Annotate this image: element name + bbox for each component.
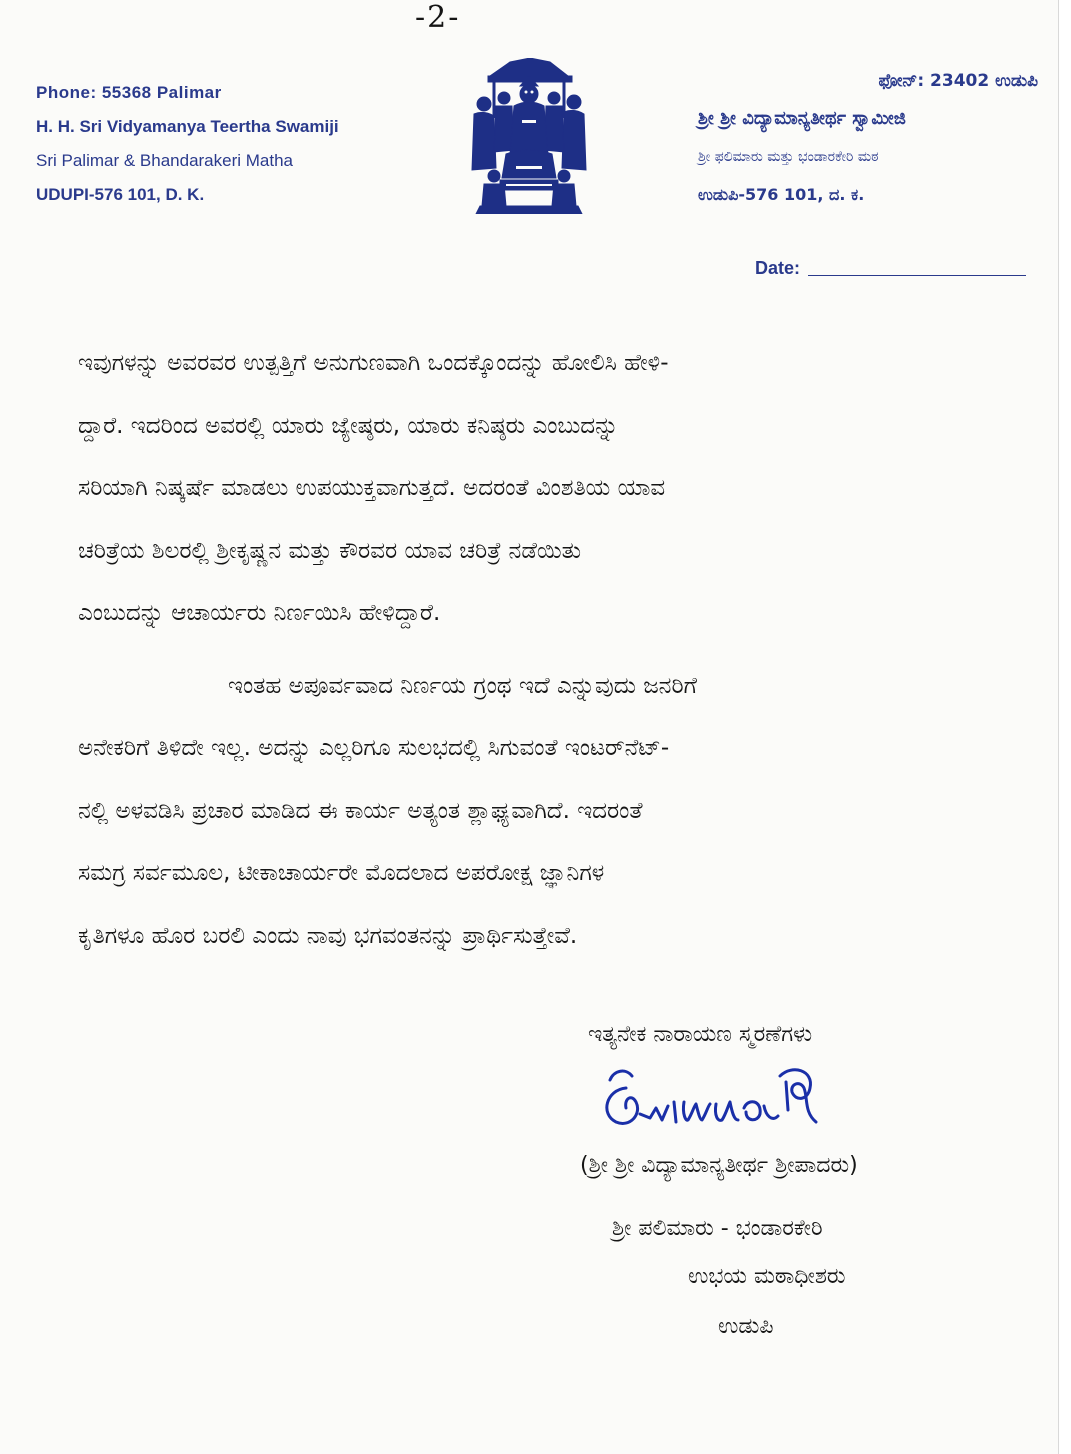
body-line: ಅನೇಕರಿಗೆ ತಿಳಿದೇ ಇಲ್ಲ. ಅದನ್ನು ಎಲ್ಲರಿಗೂ ಸುಲಭದಲ್ಲಿ ಸಿಗುವಂತೆ ಇಂಟರ್‌ನೆಟ್- <box>78 735 670 761</box>
closing-place: ಉಡುಪಿ <box>718 1314 774 1339</box>
body-line: ಚರಿತ್ರೆಯ ಶಿಲರಲ್ಲಿ ಶ್ರೀಕೃಷ್ಣನ ಮತ್ತು ಕೌರವರ ಯಾವ ಚರಿತ್ರೆ ನಡೆಯಿತು <box>78 537 582 564</box>
closing-blessing: ಇತ್ಯನೇಕ ನಾರಾಯಣ ಸ್ಮರಣೆಗಳು <box>588 1022 813 1047</box>
page-edge <box>1058 0 1071 1454</box>
letterhead-name-kn: ಶ್ರೀ ಶ್ರೀ ವಿದ್ಯಾಮಾನ್ಯತೀರ್ಥ ಸ್ವಾಮೀಜಿ <box>698 108 906 129</box>
letterhead-phone-kn: ಫೋನ್: 23402 ಉಡುಪಿ <box>878 71 1038 91</box>
date-line <box>808 275 1026 276</box>
date-label: Date: <box>755 258 801 278</box>
body-line: ಕೃತಿಗಳೂ ಹೊರ ಬರಲಿ ಎಂದು ನಾವು ಭಗವಂತನನ್ನು ಪ್ರಾರ್ಥಿಸುತ್ತೇವೆ. <box>78 922 578 949</box>
letterhead-name: H. H. Sri Vidyamanya Teertha Swamiji <box>36 117 339 136</box>
letterhead-matha-kn: ಶ್ರೀ ಫಲಿಮಾರು ಮತ್ತು ಭಂಡಾರಕೇರಿ ಮಠ <box>698 149 879 165</box>
body-line: ಇವುಗಳನ್ನು ಅವರವರ ಉತ್ಪತ್ತಿಗೆ ಅನುಗುಣವಾಗಿ ಒಂದಕ್ಕೊಂದನ್ನು ಹೋಲಿಸಿ ಹೇಳಿ- <box>78 350 669 376</box>
body-line: ಸರಿಯಾಗಿ ನಿಷ್ಕರ್ಷೆ ಮಾಡಲು ಉಪಯುಕ್ತವಾಗುತ್ತದೆ. ಅದರಂತೆ ವಿಂಶತಿಯ ಯಾವ <box>78 475 666 501</box>
body-line: ಸಮಗ್ರ ಸರ್ವಮೂಲ, ಟೀಕಾಚಾರ್ಯರೇ ಮೊದಲಾದ ಅಪರೋಕ್ಷ ಜ್ಞಾನಿಗಳ <box>78 860 605 886</box>
letter-body <box>78 332 1044 967</box>
closing-title: ಶ್ರೀ ಪಲಿಮಾರು - ಭಂಡಾರಕೇರಿ <box>612 1216 823 1241</box>
handwritten-signature <box>596 1062 828 1140</box>
letterhead-kannada <box>698 62 1038 214</box>
letterhead-english <box>36 76 339 212</box>
body-line: ಇಂತಹ ಅಪೂರ್ವವಾದ ನಿರ್ಣಯ ಗ್ರಂಥ ಇದೆ ಎನ್ನುವುದು ಜನರಿಗೆ <box>228 672 697 699</box>
page-number: -2- <box>415 0 461 35</box>
deity-emblem <box>470 58 588 214</box>
letterhead-address: UDUPI-576 101, D. K. <box>36 185 205 204</box>
letterhead-phone: Phone: 55368 Palimar <box>36 83 222 102</box>
letterhead-matha: Sri Palimar & Bhandarakeri Matha <box>36 151 294 170</box>
closing-signatory: (ಶ್ರೀ ಶ್ರೀ ವಿದ್ಯಾಮಾನ್ಯತೀರ್ಥ ಶ್ರೀಪಾದರು) <box>580 1153 858 1178</box>
letterhead-address-kn: ಉಡುಪಿ-576 101, ದ. ಕ. <box>698 185 865 204</box>
closing-role: ಉಭಯ ಮಠಾಧೀಶರು <box>688 1264 846 1289</box>
body-line: ದ್ದಾರೆ. ಇದರಿಂದ ಅವರಲ್ಲಿ ಯಾರು ಜ್ಯೇಷ್ಠರು, ಯಾರು ಕನಿಷ್ಠರು ಎಂಬುದನ್ನು <box>78 412 619 439</box>
body-line: ನಲ್ಲಿ ಅಳವಡಿಸಿ ಪ್ರಚಾರ ಮಾಡಿದ ಈ ಕಾರ್ಯ ಅತ್ಯಂತ ಶ್ಲಾಘ್ಯವಾಗಿದೆ. ಇದರಂತೆ <box>78 797 643 824</box>
body-line: ಎಂಬುದನ್ನು ಆಚಾರ್ಯರು ನಿರ್ಣಯಿಸಿ ಹೇಳಿದ್ದಾರೆ. <box>78 600 441 626</box>
